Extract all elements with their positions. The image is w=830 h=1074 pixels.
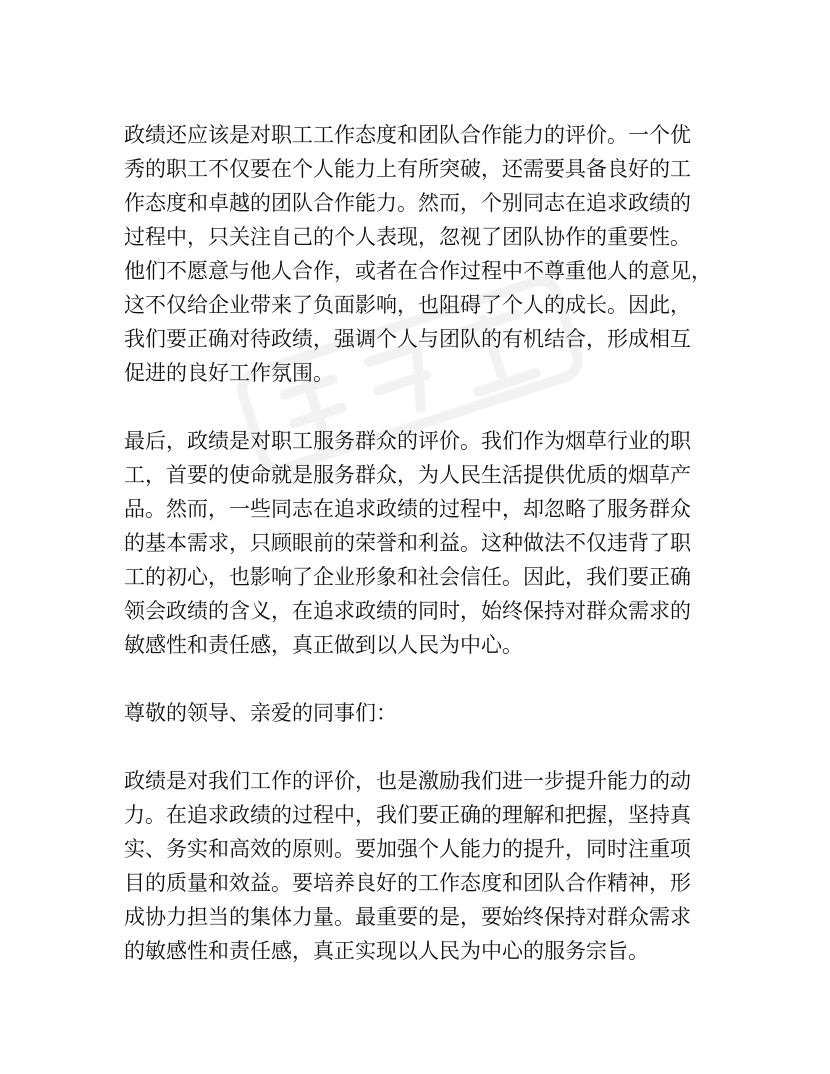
paragraph-gap bbox=[124, 730, 724, 764]
paragraph-4 bbox=[124, 764, 724, 968]
paragraph-line: 工的初心，也影响了企业形象和社会信任。因此，我们要正确 bbox=[124, 565, 691, 589]
paragraph-line: 我们要正确对待政绩，强调个人与团队的有机结合，形成相互 bbox=[124, 327, 691, 351]
paragraph-line: 成协力担当的集体力量。最重要的是，要始终保持对群众需求 bbox=[124, 905, 691, 929]
paragraph-line: 促进的良好工作氛围。 bbox=[124, 361, 334, 385]
paragraph-gap bbox=[124, 390, 724, 424]
paragraph-line: 作态度和卓越的团队合作能力。然而，个别同志在追求政绩的 bbox=[124, 191, 691, 215]
paragraph-2 bbox=[124, 424, 724, 662]
paragraph-line: 品。然而，一些同志在追求政绩的过程中，却忽略了服务群众 bbox=[124, 497, 691, 521]
paragraph-line: 过程中，只关注自己的个人表现，忽视了团队协作的重要性。 bbox=[124, 225, 691, 249]
paragraph-gap bbox=[124, 662, 724, 696]
paragraph-line: 力。在追求政绩的过程中，我们要正确的理解和把握，坚持真 bbox=[124, 803, 691, 827]
paragraph-line: 尊敬的领导、亲爱的同事们： bbox=[124, 701, 397, 725]
document-text bbox=[124, 118, 724, 968]
paragraph-line: 政绩还应该是对职工工作态度和团队合作能力的评价。一个优 bbox=[124, 123, 691, 147]
paragraph-line: 的敏感性和责任感，真正实现以人民为中心的服务宗旨。 bbox=[124, 939, 649, 963]
paragraph-1 bbox=[124, 118, 724, 390]
paragraph-line: 政绩是对我们工作的评价，也是激励我们进一步提升能力的动 bbox=[124, 769, 691, 793]
paragraph-line: 敏感性和责任感，真正做到以人民为中心。 bbox=[124, 633, 523, 657]
paragraph-line: 秀的职工不仅要在个人能力上有所突破，还需要具备良好的工 bbox=[124, 157, 691, 181]
paragraph-line: 实、务实和高效的原则。要加强个人能力的提升，同时注重项 bbox=[124, 837, 691, 861]
paragraph-line: 这不仅给企业带来了负面影响，也阻碍了个人的成长。因此， bbox=[124, 293, 691, 317]
paragraph-3 bbox=[124, 696, 724, 730]
paragraph-line: 目的质量和效益。要培养良好的工作态度和团队合作精神，形 bbox=[124, 871, 691, 895]
paragraph-line: 的基本需求，只顾眼前的荣誉和利益。这种做法不仅违背了职 bbox=[124, 531, 691, 555]
paragraph-line: 工，首要的使命就是服务群众，为人民生活提供优质的烟草产 bbox=[124, 463, 691, 487]
paragraph-line: 他们不愿意与他人合作，或者在合作过程中不尊重他人的意见， bbox=[124, 259, 712, 283]
paragraph-line: 领会政绩的含义，在追求政绩的同时，始终保持对群众需求的 bbox=[124, 599, 691, 623]
paragraph-line: 最后，政绩是对职工服务群众的评价。我们作为烟草行业的职 bbox=[124, 429, 691, 453]
